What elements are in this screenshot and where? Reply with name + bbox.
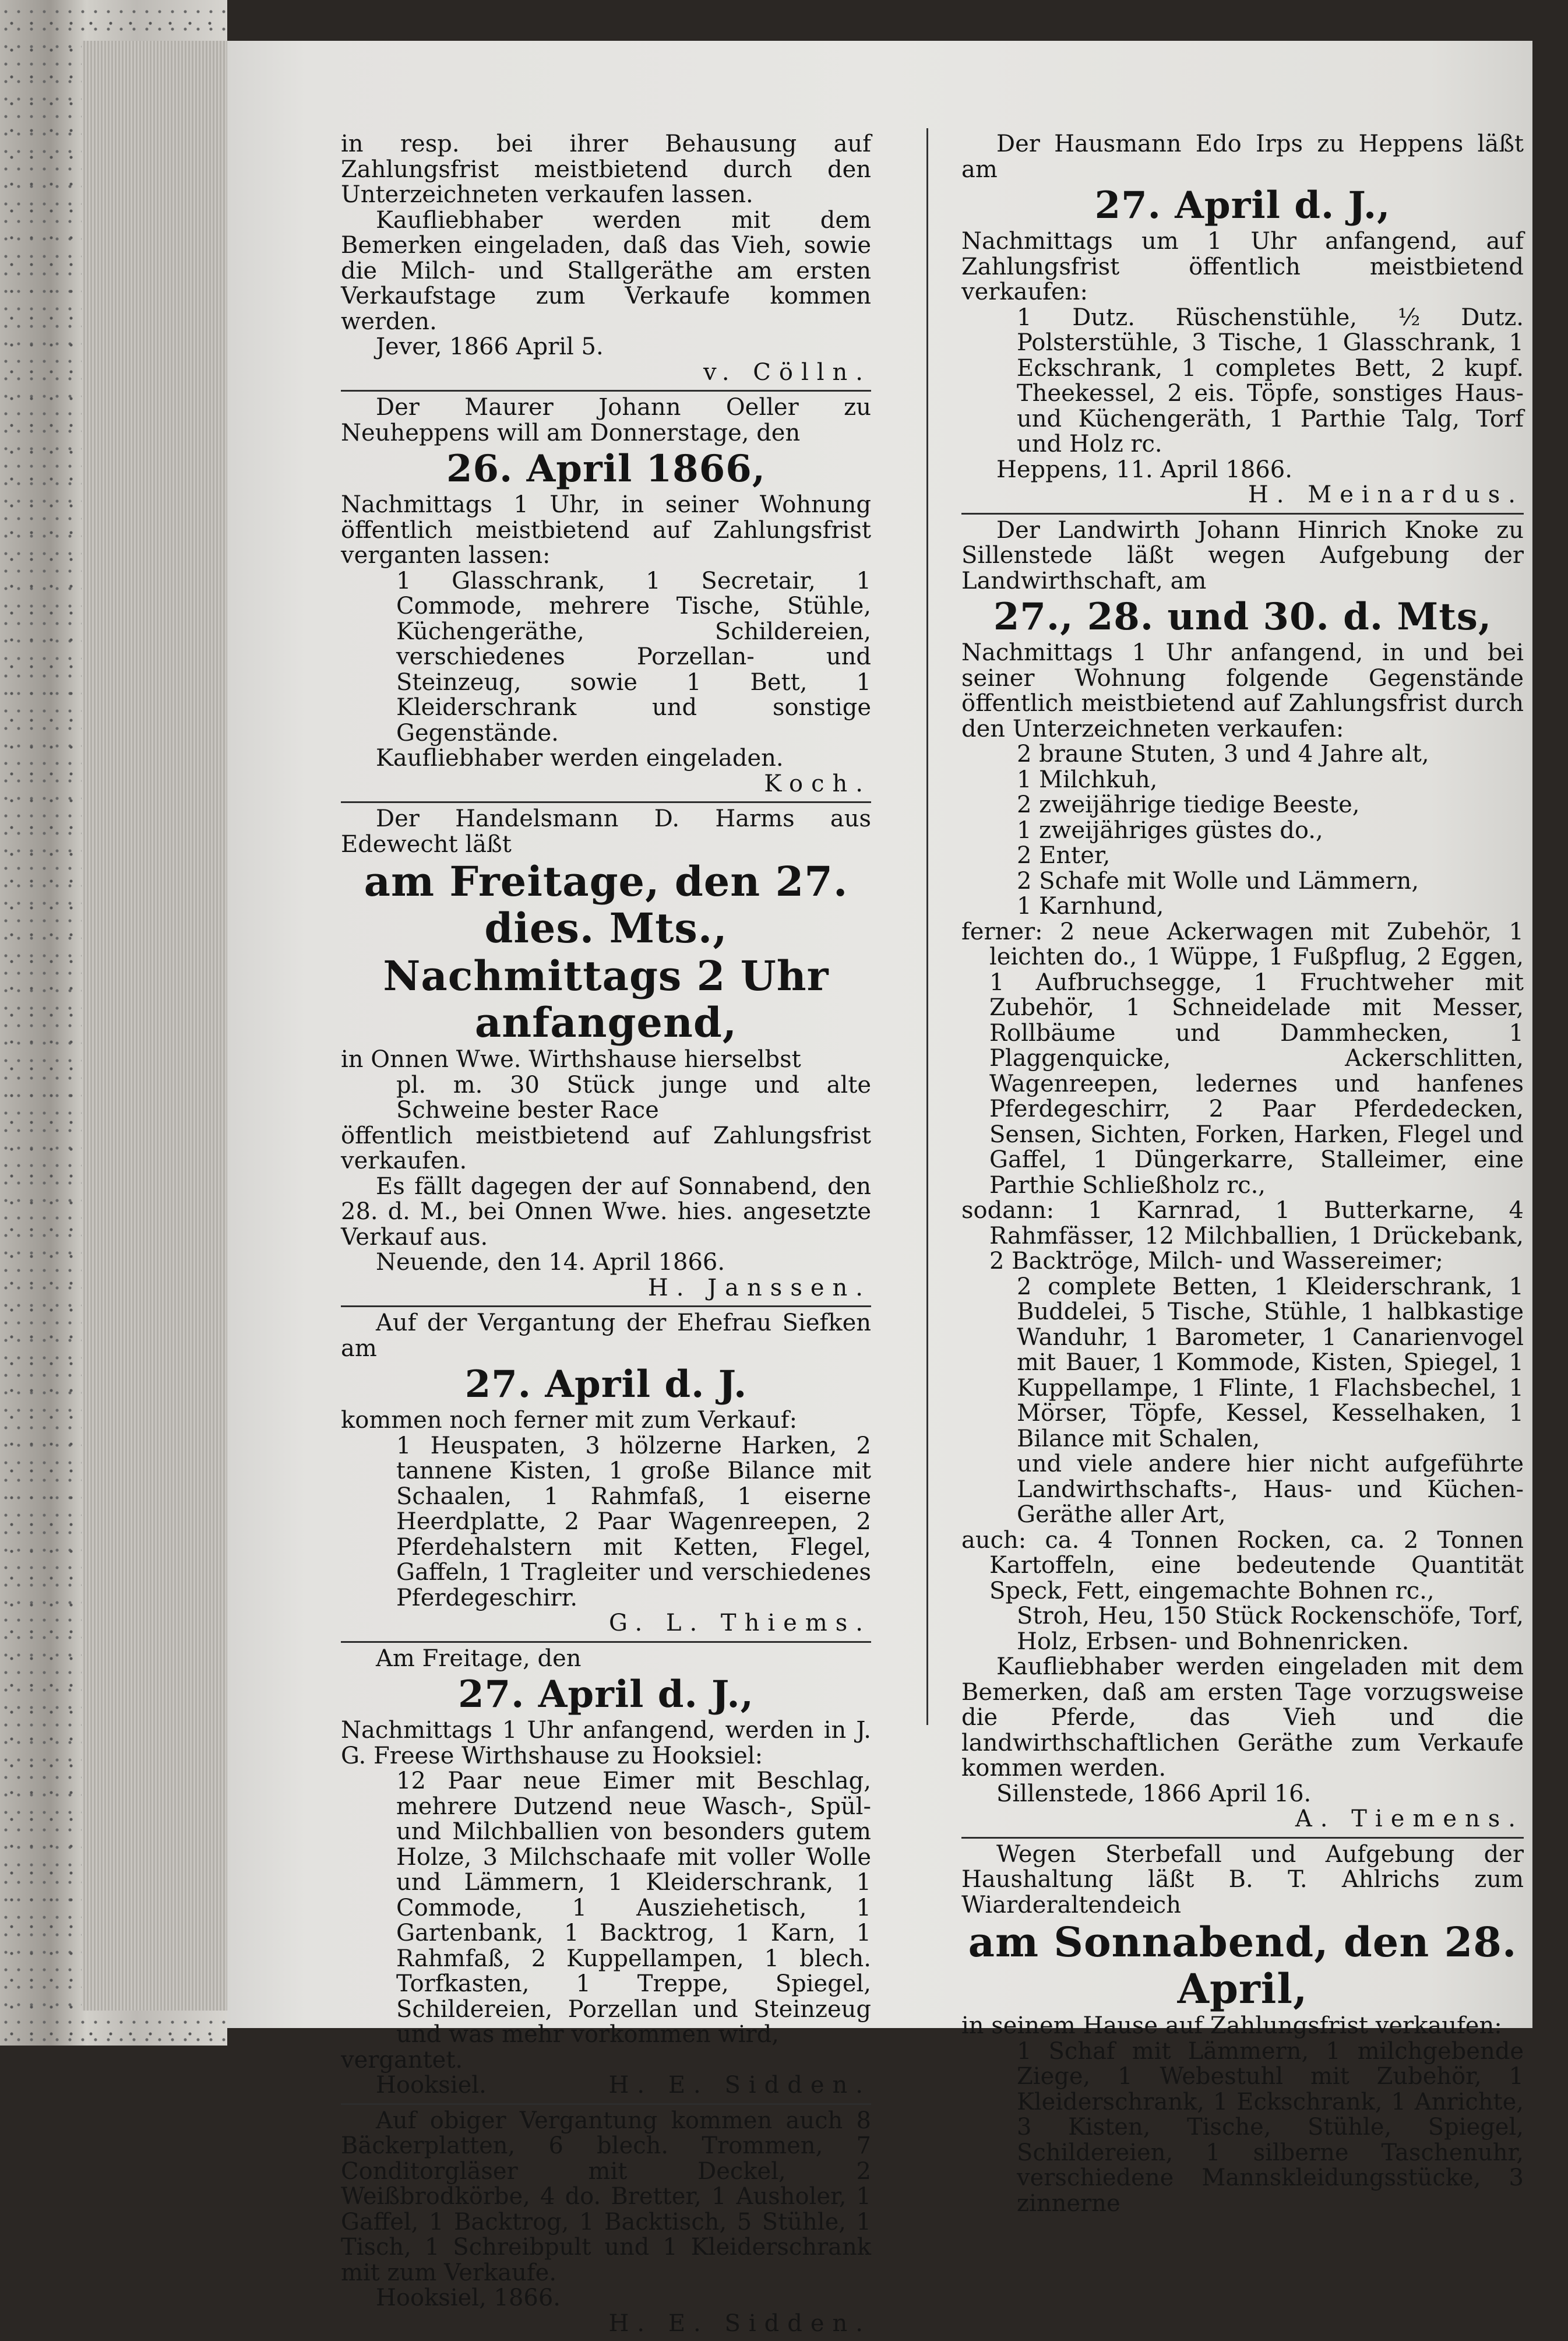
item-list: 1 Schaf mit Lämmern, 1 milchgebende Ziege, 1 Webestuhl mit Zubehör, 1 Kleiderschrank, 1 Eckschrank, 1 Anrichte, 3 Kisten, Tische, Stühle, Spiegel, Schildereien, 1 silberne Taschenuhr, verschiedene Mannskleidungsstücke, 3 zinnerne (1017, 2039, 1524, 2217)
list-item: 1 zweijähriges güstes do., (1017, 818, 1524, 844)
place-date: Jever, 1866 April 5. (376, 335, 604, 360)
notice-invite: Kaufliebhaber werden eingeladen mit dem Bemerken, daß am ersten Tage vorzugsweise die Pferde, das Vieh und die landwirthschaftlichen Geräthe zum Verkaufe kommen werden. (961, 1654, 1524, 1782)
notice-date-headline: 26. April 1866, (341, 447, 871, 491)
signature: A. Tiemens. (961, 1807, 1524, 1832)
list-item: 2 braune Stuten, 3 und 4 Jahre alt, (1017, 742, 1524, 768)
notice-text: Nachmittags 1 Uhr anfangend, werden in J. G. Freese Wirthshause zu Hooksiel: (341, 1718, 871, 1769)
livestock-list (961, 742, 1524, 920)
notice-tiemens (961, 515, 1524, 1839)
notice-intro: Der Landwirth Johann Hinrich Knoke zu Sillenstede läßt wegen Aufgebung der Landwirthschaft, am (961, 518, 1524, 594)
place-date: Sillenstede, 1866 April 16. (961, 1782, 1524, 1807)
right-column (961, 128, 1524, 2221)
signature-row (341, 2073, 871, 2099)
signature: Koch. (341, 772, 871, 797)
item-list: auch: ca. 4 Tonnen Rocken, ca. 2 Tonnen Kartoffeln, eine bedeutende Quantität Speck, Fett, eingemachte Bohnen rc., (961, 1528, 1524, 1604)
signature: v. Cölln. (341, 360, 871, 386)
newspaper-page (227, 41, 1532, 2028)
notice-text: kommen noch ferner mit zum Verkauf: (341, 1408, 871, 1434)
notice-intro: Wegen Sterbefall und Aufgebung der Haushaltung läßt B. T. Ahlrichs zum Wiarderaltendeich (961, 1842, 1524, 1918)
notice-date-headline: 27. April d. J., (341, 1673, 871, 1717)
list-item: 2 zweijährige tiedige Beeste, (1017, 793, 1524, 818)
notice-ahlrichs (961, 1839, 1524, 2222)
notice-text: in resp. bei ihrer Behausung auf Zahlungsfrist meistbietend durch den Unterzeichneten verkaufen lassen. (341, 132, 871, 208)
notice-invite: Kaufliebhaber werden eingeladen. (341, 746, 871, 772)
signature: H. Meinardus. (961, 483, 1524, 508)
signature: H. E. Sidden. (341, 2311, 871, 2337)
signature-row (341, 335, 871, 360)
notice-sidden-addendum (341, 2105, 871, 2341)
item-list: und viele andere hier nicht aufgeführte Landwirthschafts-, Haus- und Küchen-Geräthe aller Art, (1017, 1452, 1524, 1528)
notice-sidden (341, 1643, 871, 2105)
signature: H. E. Sidden. (609, 2073, 872, 2099)
notice-headline: am Freitage, den 27. dies. Mts., (341, 858, 871, 952)
signature: G. L. Thiems. (341, 1611, 871, 1636)
notice-meinardus (961, 128, 1524, 515)
list-item: 2 Enter, (1017, 843, 1524, 869)
notice-intro: Auf der Vergantung der Ehefrau Siefken am (341, 1311, 871, 1361)
notice-intro: Der Maurer Johann Oeller zu Neuheppens will am Donnerstage, den (341, 395, 871, 446)
notice-text: Auf obiger Vergantung kommen auch 8 Bäckerplatten, 6 blech. Trommen, 7 Conditorgläser mit Deckel, 2 Weißbrodkörbe, 4 do. Bretter, 1 Ausholer, 1 Gaffel, 1 Backtrog, 1 Backtisch, 5 Stühle, 1 Tisch, 1 Schreibpult und 1 Kleiderschrank mit zum Verkaufe. (341, 2108, 871, 2286)
place-date: Neuende, den 14. April 1866. (341, 1250, 871, 1276)
notice-note: Es fällt dagegen der auf Sonnabend, den 28. d. M., bei Onnen Wwe. hies. angesetzte Verkauf aus. (341, 1174, 871, 1251)
notice-thiems (341, 1307, 871, 1643)
item-list: 1 Dutz. Rüschenstühle, ½ Dutz. Polsterstühle, 3 Tische, 1 Glasschrank, 1 Eckschrank, 1 completes Bett, 2 kupf. Theekessel, 2 eis. Töpfe, sonstiges Haus- und Küchengeräth, 1 Parthie Talg, Torf und Holz rc. (1017, 305, 1524, 457)
place-date: Heppens, 11. April 1866. (961, 457, 1524, 483)
item-list: ferner: 2 neue Ackerwagen mit Zubehör, 1 leichten do., 1 Wüppe, 1 Fußpflug, 2 Eggen, 1 Aufbruchsegge, 1 Fruchtweher mit Zubehör, 1 Schneidelade mit Messer, Rollbäume und Dammhecken, 1 Plaggenquicke, Ackerschlitten, Wagenreepen, ledernes und hanfenes Pferdegeschirr, 2 Paar Pferdedecken, Sensen, Sichten, Forken, Harken, Flegel und Gaffel, 1 Düngerkarre, Stalleimer, eine Parthie Schließholz rc., (961, 920, 1524, 1199)
list-item: 1 Milchkuh, (1017, 768, 1524, 793)
notice-headline: am Sonnabend, den 28. April, (961, 1919, 1524, 2012)
item-list: 1 Heuspaten, 3 hölzerne Harken, 2 tannene Kisten, 1 große Bilance mit Schaalen, 1 Rahmfaß, 1 eiserne Heerdplatte, 2 Paar Wagenreepen, 2 Pferdehalstern mit Ketten, Flegel, Gaffeln, 1 Tragleiter und verschiedenes Pferdegeschirr. (396, 1434, 871, 1611)
notice-text: öffentlich meistbietend auf Zahlungsfrist verkaufen. (341, 1124, 871, 1174)
item-list: Stroh, Heu, 150 Stück Rockenschöfe, Torf, Holz, Erbsen- und Bohnenricken. (1017, 1604, 1524, 1654)
place-date: Hooksiel, 1866. (341, 2286, 871, 2311)
notice-text: Nachmittags 1 Uhr, in seiner Wohnung öffentlich meistbietend auf Zahlungsfrist verganten lassen: (341, 492, 871, 569)
notice-coelln (341, 128, 871, 392)
notice-text: Kaufliebhaber werden mit dem Bemerken eingeladen, daß das Vieh, sowie die Milch- und Stallgeräthe am ersten Verkaufstage zum Verkaufe kommen werden. (341, 208, 871, 335)
notice-koch (341, 392, 871, 803)
list-item: 1 Karnhund, (1017, 894, 1524, 920)
notice-date-headline: 27., 28. und 30. d. Mts, (961, 595, 1524, 639)
notice-text: in seinem Hause auf Zahlungsfrist verkaufen: (961, 2013, 1524, 2039)
item-list: 2 complete Betten, 1 Kleiderschrank, 1 Buddelei, 5 Tische, Stühle, 1 halbkastige Wanduhr, 1 Barometer, 1 Canarienvogel mit Bauer, 1 Kommode, Kisten, Spiegel, 1 Kuppellampe, 1 Flinte, 1 Flachsbechel, 1 Mörser, Töpfe, Kessel, Kesselhaken, 1 Bilance mit Schalen, (1017, 1275, 1524, 1452)
notice-headline: Nachmittags 2 Uhr anfangend, (341, 953, 871, 1046)
signature: H. Janssen. (341, 1276, 871, 1301)
item-list: 1 Glasschrank, 1 Secretair, 1 Commode, mehrere Tische, Stühle, Küchengeräthe, Schildereien, verschiedenes Porzellan- und Steinzeug, sowie 1 Bett, 1 Kleiderschrank und sonstige Gegenstände. (396, 569, 871, 747)
notice-intro: Der Hausmann Edo Irps zu Heppens läßt am (961, 132, 1524, 182)
notice-janssen (341, 803, 871, 1307)
notice-text: Nachmittags 1 Uhr anfangend, in und bei seiner Wohnung folgende Gegenstände öffentlich meistbietend auf Zahlungsfrist durch den Unterzeichneten verkaufen: (961, 640, 1524, 742)
page-stack (82, 41, 227, 2011)
notice-location: in Onnen Wwe. Wirthshause hierselbst (341, 1047, 871, 1073)
notice-date-headline: 27. April d. J., (961, 184, 1524, 228)
column-divider (926, 128, 928, 1725)
notice-text: Nachmittags um 1 Uhr anfangend, auf Zahlungsfrist öffentlich meistbietend verkaufen: (961, 229, 1524, 305)
notice-intro: Am Freitage, den (341, 1646, 871, 1672)
item-list: 12 Paar neue Eimer mit Beschlag, mehrere Dutzend neue Wasch-, Spül- und Milchballien von besonders gutem Holze, 3 Milchschaafe mit voller Wolle und Lämmern, 1 Kleiderschrank, 1 Commode, 1 Ausziehetisch, 1 Gartenbank, 1 Backtrog, 1 Karn, 1 Rahmfaß, 2 Kuppellampen, 1 blech. Torfkasten, 1 Treppe, Spiegel, Schildereien, Porzellan und Steinzeug und was mehr vorkommen wird, (396, 1769, 871, 2048)
left-column (341, 128, 871, 2341)
notice-date-headline: 27. April d. J. (341, 1363, 871, 1407)
item-list: pl. m. 30 Stück junge und alte Schweine bester Race (396, 1073, 871, 1124)
notice-intro: Der Handelsmann D. Harms aus Edewecht läßt (341, 807, 871, 857)
item-list: sodann: 1 Karnrad, 1 Butterkarne, 4 Rahmfässer, 12 Milchballien, 1 Drückebank, 2 Backtröge, Milch- und Wassereimer; (961, 1198, 1524, 1275)
place: Hooksiel. (376, 2073, 487, 2099)
list-item: 2 Schafe mit Wolle und Lämmern, (1017, 869, 1524, 895)
notice-tail: vergantet. (341, 2048, 871, 2074)
